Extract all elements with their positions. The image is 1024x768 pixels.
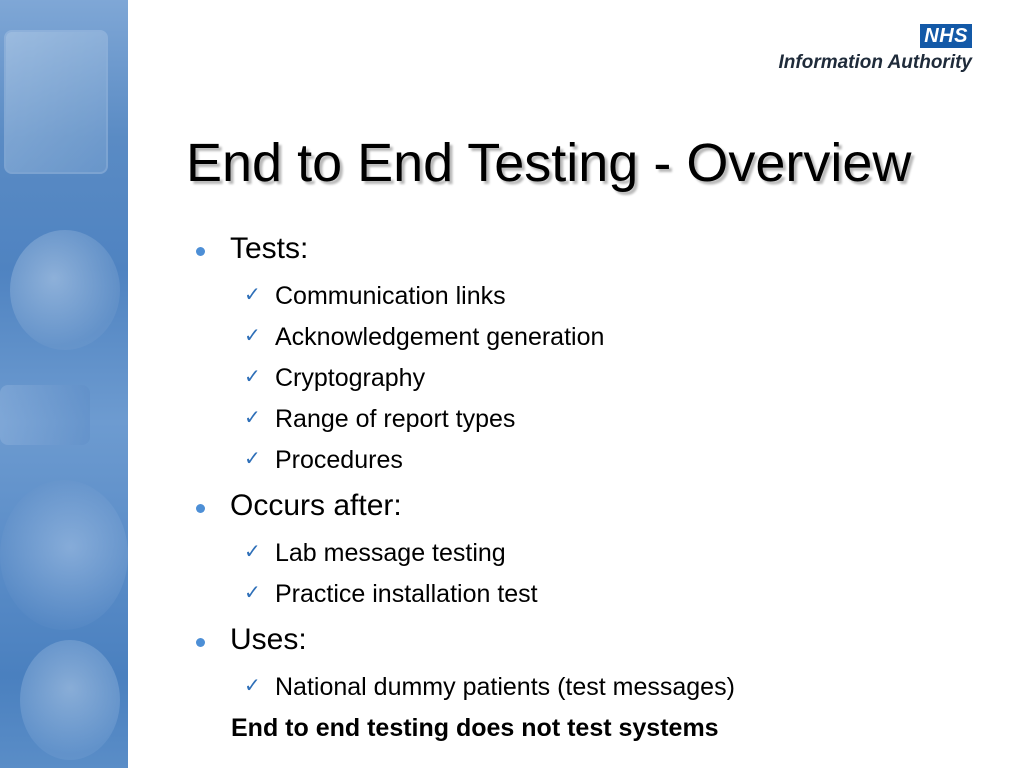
bullet-item [190, 483, 990, 535]
sub-bullet-item [190, 442, 990, 483]
sub-bullet-item [190, 319, 990, 360]
checkmark-icon: ✓ [244, 323, 261, 347]
bullet-item [190, 226, 990, 278]
sub-bullet-label: Practice installation test [275, 580, 538, 608]
logo-organisation-name: Information Authority [778, 52, 972, 73]
bullet-label: Uses: [230, 623, 307, 656]
bullet-dot-icon [196, 247, 205, 256]
sub-bullet-label: National dummy patients (test messages) [275, 673, 735, 701]
sub-bullet-item [190, 535, 990, 576]
bullet-dot-icon [196, 638, 205, 647]
bullet-item [190, 617, 990, 669]
bullet-label: Tests: [230, 232, 309, 265]
sub-bullet-label: Cryptography [275, 364, 426, 392]
person-image [0, 480, 128, 630]
sub-bullet-label: Lab message testing [275, 539, 506, 567]
sub-bullet-item [190, 278, 990, 319]
sub-bullet-label: Range of report types [275, 405, 516, 433]
closing-note [190, 710, 990, 752]
checkmark-icon: ✓ [244, 673, 261, 697]
slide-title: End to End Testing - Overview [186, 133, 912, 193]
connector-image [0, 385, 90, 445]
checkmark-icon: ✓ [244, 539, 261, 563]
bullet-dot-icon [196, 504, 205, 513]
pills-image [10, 230, 120, 350]
sub-bullet-item [190, 576, 990, 617]
sub-bullet-label: Communication links [275, 282, 506, 310]
nhs-badge: NHS [920, 24, 972, 48]
checkmark-icon: ✓ [244, 446, 261, 470]
checkmark-icon: ✓ [244, 580, 261, 604]
sub-bullet-item [190, 401, 990, 442]
sub-bullet-label: Procedures [275, 446, 403, 474]
sub-bullet-item [190, 360, 990, 401]
checkmark-icon: ✓ [244, 405, 261, 429]
slide-content [190, 226, 990, 752]
sub-bullet-item [190, 669, 990, 710]
baby-image [20, 640, 120, 760]
sub-bullet-label: Acknowledgement generation [275, 323, 605, 351]
checkmark-icon: ✓ [244, 364, 261, 388]
decorative-photo-strip [0, 0, 128, 768]
closing-note-text: End to end testing does not test systems [231, 714, 719, 742]
monitor-image [4, 30, 108, 174]
nhs-logo [779, 24, 973, 74]
bullet-label: Occurs after: [230, 489, 402, 522]
checkmark-icon: ✓ [244, 282, 261, 306]
